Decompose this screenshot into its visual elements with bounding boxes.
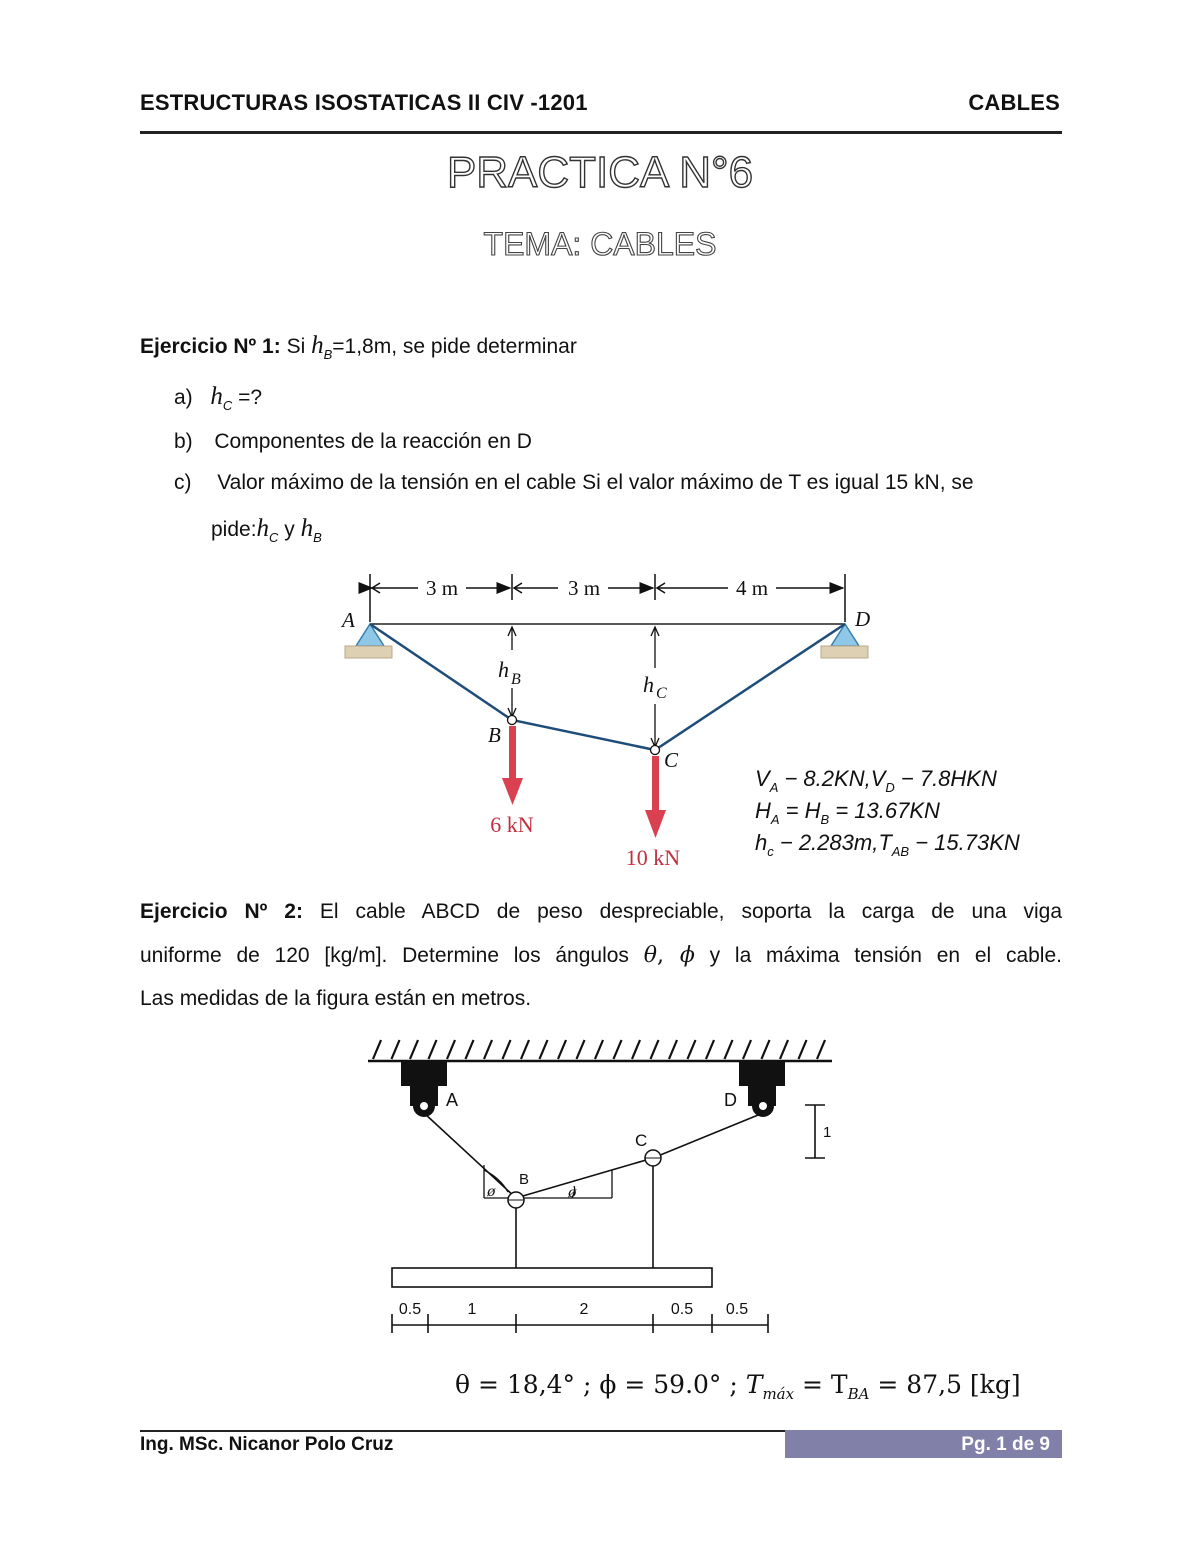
ceiling-hatch (447, 1040, 455, 1059)
ceiling-hatch (743, 1040, 751, 1059)
ceiling-hatch (577, 1040, 585, 1059)
header-topic: CABLES (968, 90, 1060, 115)
point-c-label: C (664, 748, 679, 772)
dim-1: 1 (467, 1301, 477, 1318)
ans-theta: θ = 18,4° ; (455, 1370, 592, 1399)
ex2-line1-text: El cable ABCD de peso despreciable, soporta la carga de una viga (319, 900, 1062, 923)
ceiling-hatch (762, 1040, 770, 1059)
ex2-phi: ϕ (679, 943, 695, 968)
ans-ha: H (755, 798, 771, 823)
ans-hb-sub: B (820, 812, 830, 827)
ans-hb: = H (779, 798, 821, 823)
ans-tval: = 87,5 [kg] (869, 1370, 1021, 1399)
fig2-joint-c (645, 1150, 661, 1166)
ex2-line2-pre: uniforme de 120 [kg/m]. Determine los ángulos (140, 944, 629, 967)
ceiling-hatch (392, 1040, 400, 1059)
ans-h-val: = 13.67KN (829, 798, 940, 823)
page-subtitle: TEMA: CABLES (483, 226, 717, 262)
point-d-label: D (855, 607, 871, 631)
item-a-marker: a) (174, 386, 193, 409)
ans-vd-val: − 7.8HKN (894, 766, 997, 791)
ceiling-hatch (373, 1040, 381, 1059)
footer-rule (140, 1430, 785, 1432)
hc-label-sub: C (656, 685, 667, 702)
ans-teq: = T (794, 1370, 848, 1399)
fig2-point-c: C (635, 1131, 648, 1150)
ceiling-hatch (521, 1040, 529, 1059)
ans-va: V (755, 766, 770, 791)
ceiling-hatch (410, 1040, 418, 1059)
load-c-label: 10 kN (625, 845, 681, 870)
ex1-hb-symbol: h (311, 332, 324, 359)
item-a-symbol: h (210, 383, 223, 410)
dim-ab: 3 m (425, 576, 459, 600)
item-c2-mid: y (284, 518, 295, 541)
ceiling-hatch (725, 1040, 733, 1059)
ceiling-hatch (558, 1040, 566, 1059)
ex2-comma: , (656, 943, 664, 968)
ans-hc-sub: c (767, 844, 774, 859)
height-label: 1 (823, 1124, 832, 1141)
point-a-label: A (342, 608, 355, 632)
ex2-line3: Las medidas de la figura están en metros. (140, 987, 532, 1010)
ceiling-hatch (799, 1040, 807, 1059)
fig2-joint-b (508, 1192, 524, 1208)
ans-ha-sub: A (770, 812, 780, 827)
ans-hc: h (755, 830, 768, 855)
item-c-text: Valor máximo de la tensión en el cable Si el valor máximo de T es igual 15 kN, se (217, 471, 974, 494)
dim-3: 0.5 (670, 1301, 694, 1318)
fig2-cable (424, 1113, 763, 1198)
ceiling-hatch (632, 1040, 640, 1059)
ceiling (368, 1040, 832, 1061)
item-a-post: =? (238, 386, 263, 409)
dim-4: 0.5 (725, 1301, 749, 1318)
height-dimension (805, 1105, 825, 1158)
header-course: ESTRUCTURAS ISOSTATICAS II CIV -1201 (140, 90, 588, 115)
ans-tmax: T (745, 1370, 763, 1399)
page-title: PRACTICA N°6 (446, 148, 754, 197)
dim-bc: 3 m (567, 576, 601, 600)
hb-label: h (498, 657, 509, 682)
ceiling-hatch (484, 1040, 492, 1059)
ceiling-hatch (817, 1040, 825, 1059)
fig2-point-b: B (519, 1171, 530, 1188)
ceiling-hatch (706, 1040, 714, 1059)
ex1-hb-sub: B (323, 347, 333, 362)
fig2-point-a: A (446, 1090, 459, 1110)
ceiling-hatch (688, 1040, 696, 1059)
item-c2-pre: pide: (211, 518, 257, 541)
point-b-label: B (488, 723, 501, 747)
ceiling-hatch (429, 1040, 437, 1059)
dim-0: 0.5 (398, 1301, 422, 1318)
item-a-sub: C (222, 398, 233, 413)
item-c-marker: c) (174, 471, 192, 494)
item-c2-hb-symbol: h (300, 515, 314, 542)
dim-2: 2 (579, 1301, 589, 1318)
ceiling-hatch (614, 1040, 622, 1059)
ex2-label: Ejercicio Nº 2: (140, 900, 303, 923)
anchor-a (401, 1062, 447, 1117)
ceiling-hatch (466, 1040, 474, 1059)
hc-label: h (643, 672, 654, 697)
ans-tab-sub: AB (891, 844, 910, 859)
item-b-text: Componentes de la reacción en D (214, 430, 532, 453)
ex2-line2-post: y la máxima tensión en el cable. (709, 944, 1062, 967)
ex1-intro-pre: Si (286, 335, 306, 358)
ex2-theta: θ (643, 943, 657, 968)
ceiling-hatch (540, 1040, 548, 1059)
ans-tba-sub: BA (847, 1385, 870, 1403)
ans-vd-sub: D (885, 780, 895, 795)
item-c2-hc-symbol: h (256, 515, 270, 542)
angle-phi-marker: ø (568, 1185, 577, 1201)
ex1-label: Ejercicio Nº 1: (140, 335, 281, 358)
hb-label-sub: B (511, 671, 521, 688)
ceiling-hatch (651, 1040, 659, 1059)
ceiling-hatch (503, 1040, 511, 1059)
item-b-marker: b) (174, 430, 193, 453)
ex1-intro-post: =1,8m, se pide determinar (332, 335, 577, 358)
ans-phi: ϕ = 59.0° ; (599, 1370, 738, 1399)
anchor-d (739, 1062, 785, 1117)
fig2-point-d: D (724, 1090, 737, 1110)
item-c2-hb-sub: B (313, 530, 322, 545)
ans-va-sub: A (769, 780, 779, 795)
ans-vd: − 8.2KN,V (778, 766, 886, 791)
beam (392, 1268, 712, 1287)
ceiling-hatch (595, 1040, 603, 1059)
item-c2-hc-sub: C (269, 530, 279, 545)
footer-author: Ing. MSc. Nicanor Polo Cruz (140, 1434, 394, 1455)
angle-markers (484, 1165, 612, 1198)
load-b-label: 6 kN (490, 812, 534, 837)
angle-theta-marker: ø (487, 1184, 496, 1200)
ex2-answer (455, 1370, 1021, 1403)
page-number: Pg. 1 de 9 (785, 1430, 1062, 1458)
ans-tmax-sub: máx (762, 1385, 795, 1403)
ceiling-hatch (780, 1040, 788, 1059)
dim-cd: 4 m (735, 576, 769, 600)
ans-tab: − 2.283m,T (773, 830, 892, 855)
ans-tab-val: − 15.73KN (909, 830, 1020, 855)
ceiling-hatch (669, 1040, 677, 1059)
